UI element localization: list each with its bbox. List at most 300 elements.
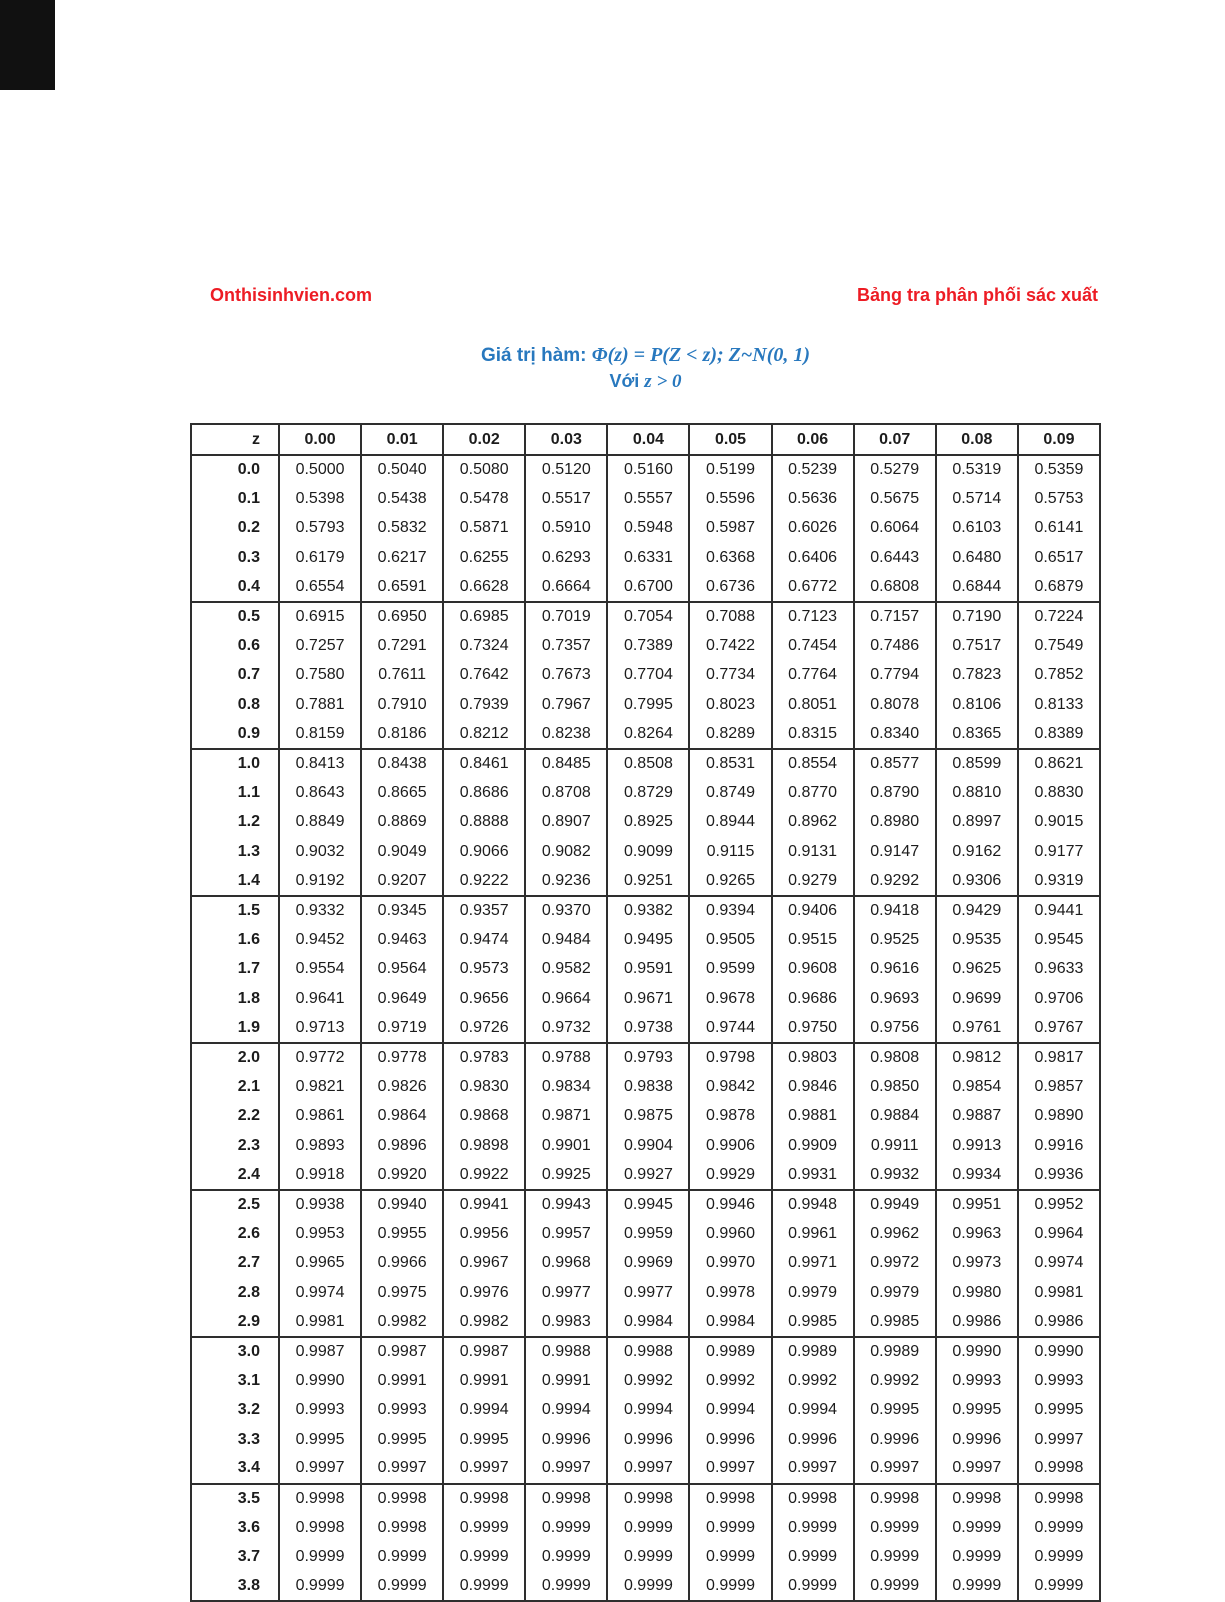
phi-value-cell: 0.9943 (525, 1190, 607, 1219)
phi-value-cell: 0.9999 (361, 1572, 443, 1601)
column-header: 0.02 (443, 424, 525, 455)
phi-value-cell: 0.9992 (772, 1366, 854, 1395)
phi-value-cell: 0.9998 (443, 1484, 525, 1513)
z-value: 3.4 (191, 1454, 279, 1483)
z-value: 0.9 (191, 720, 279, 749)
phi-value-cell: 0.9990 (1018, 1337, 1100, 1366)
z-value: 3.2 (191, 1396, 279, 1425)
z-value: 3.5 (191, 1484, 279, 1513)
phi-value-cell: 0.9345 (361, 896, 443, 925)
phi-value-cell: 0.9850 (854, 1072, 936, 1101)
phi-value-cell: 0.9999 (936, 1513, 1018, 1542)
phi-value-cell: 0.9993 (279, 1396, 361, 1425)
phi-value-cell: 0.9582 (525, 955, 607, 984)
table-row (191, 1307, 1100, 1336)
phi-value-cell: 0.9999 (854, 1572, 936, 1601)
phi-value-cell: 0.9418 (854, 896, 936, 925)
phi-value-cell: 0.6591 (361, 573, 443, 602)
phi-value-cell: 0.9948 (772, 1190, 854, 1219)
phi-value-cell: 0.9969 (607, 1249, 689, 1278)
z-value: 2.3 (191, 1131, 279, 1160)
phi-value-cell: 0.5753 (1018, 484, 1100, 513)
phi-value-cell: 0.9952 (1018, 1190, 1100, 1219)
site-brand: Onthisinhvien.com (210, 285, 373, 305)
z-value: 0.6 (191, 631, 279, 660)
phi-value-cell: 0.5793 (279, 514, 361, 543)
phi-value-cell: 0.9997 (443, 1454, 525, 1483)
phi-value-cell: 0.5000 (279, 455, 361, 484)
phi-value-cell: 0.9998 (361, 1484, 443, 1513)
phi-value-cell: 0.5517 (525, 484, 607, 513)
phi-value-cell: 0.9965 (279, 1249, 361, 1278)
phi-value-cell: 0.6985 (443, 602, 525, 631)
phi-value-cell: 0.9207 (361, 866, 443, 895)
phi-value-cell: 0.9999 (525, 1572, 607, 1601)
z-value: 1.0 (191, 749, 279, 778)
phi-value-cell: 0.9967 (443, 1249, 525, 1278)
z-value: 1.4 (191, 866, 279, 895)
z-value: 3.1 (191, 1366, 279, 1395)
phi-value-cell: 0.7224 (1018, 602, 1100, 631)
phi-value-cell: 0.9997 (689, 1454, 771, 1483)
phi-value-cell: 0.9984 (607, 1307, 689, 1336)
phi-value-cell: 0.7823 (936, 661, 1018, 690)
column-header: 0.00 (279, 424, 361, 455)
table-title (190, 344, 1101, 367)
phi-z-table (190, 423, 1101, 1602)
phi-value-cell: 0.9955 (361, 1219, 443, 1248)
phi-value-cell: 0.9951 (936, 1190, 1018, 1219)
phi-value-cell: 0.9999 (854, 1513, 936, 1542)
table-row (191, 866, 1100, 895)
phi-value-cell: 0.9982 (361, 1307, 443, 1336)
phi-value-cell: 0.5279 (854, 455, 936, 484)
phi-value-cell: 0.9938 (279, 1190, 361, 1219)
phi-value-cell: 0.9706 (1018, 984, 1100, 1013)
phi-value-cell: 0.9887 (936, 1102, 1018, 1131)
phi-value-cell: 0.9971 (772, 1249, 854, 1278)
phi-value-cell: 0.7734 (689, 661, 771, 690)
table-row (191, 1337, 1100, 1366)
phi-value-cell: 0.6950 (361, 602, 443, 631)
phi-value-cell: 0.8997 (936, 808, 1018, 837)
z-value: 2.0 (191, 1043, 279, 1072)
phi-value-cell: 0.9904 (607, 1131, 689, 1160)
phi-value-cell: 0.9986 (1018, 1307, 1100, 1336)
table-row (191, 1249, 1100, 1278)
table-head (191, 424, 1100, 455)
phi-value-cell: 0.9994 (443, 1396, 525, 1425)
z-value: 0.7 (191, 661, 279, 690)
phi-value-cell: 0.9998 (279, 1484, 361, 1513)
phi-value-cell: 0.6517 (1018, 543, 1100, 572)
phi-value-cell: 0.8238 (525, 720, 607, 749)
phi-value-cell: 0.7517 (936, 631, 1018, 660)
phi-value-cell: 0.9332 (279, 896, 361, 925)
phi-value-cell: 0.9495 (607, 925, 689, 954)
phi-value-cell: 0.9854 (936, 1072, 1018, 1101)
phi-value-cell: 0.9131 (772, 837, 854, 866)
table-subtitle (190, 371, 1101, 393)
phi-value-cell: 0.9990 (936, 1337, 1018, 1366)
phi-value-cell: 0.9693 (854, 984, 936, 1013)
table-row (191, 1190, 1100, 1219)
phi-value-cell: 0.9750 (772, 1013, 854, 1042)
phi-value-cell: 0.9997 (361, 1454, 443, 1483)
phi-value-cell: 0.9525 (854, 925, 936, 954)
phi-value-cell: 0.5319 (936, 455, 1018, 484)
phi-value-cell: 0.9916 (1018, 1131, 1100, 1160)
z-column-header: z (191, 424, 279, 455)
phi-value-cell: 0.5832 (361, 514, 443, 543)
column-header: 0.03 (525, 424, 607, 455)
phi-value-cell: 0.7291 (361, 631, 443, 660)
phi-value-cell: 0.8485 (525, 749, 607, 778)
table-row (191, 778, 1100, 807)
phi-value-cell: 0.7995 (607, 690, 689, 719)
z-value: 1.3 (191, 837, 279, 866)
phi-value-cell: 0.7257 (279, 631, 361, 660)
phi-value-cell: 0.9992 (689, 1366, 771, 1395)
column-header: 0.01 (361, 424, 443, 455)
phi-value-cell: 0.9279 (772, 866, 854, 895)
phi-value-cell: 0.9998 (854, 1484, 936, 1513)
phi-value-cell: 0.9999 (525, 1513, 607, 1542)
phi-value-cell: 0.9744 (689, 1013, 771, 1042)
phi-value-cell: 0.9678 (689, 984, 771, 1013)
phi-value-cell: 0.9778 (361, 1043, 443, 1072)
phi-value-cell: 0.9999 (689, 1513, 771, 1542)
phi-value-cell: 0.5675 (854, 484, 936, 513)
phi-value-cell: 0.9898 (443, 1131, 525, 1160)
phi-value-cell: 0.9995 (854, 1396, 936, 1425)
phi-value-cell: 0.6772 (772, 573, 854, 602)
phi-value-cell: 0.9974 (279, 1278, 361, 1307)
phi-value-cell: 0.9761 (936, 1013, 1018, 1042)
z-value: 2.2 (191, 1102, 279, 1131)
phi-value-cell: 0.6664 (525, 573, 607, 602)
phi-value-cell: 0.9997 (607, 1454, 689, 1483)
phi-value-cell: 0.8106 (936, 690, 1018, 719)
table-row (191, 1013, 1100, 1042)
phi-value-cell: 0.9996 (607, 1425, 689, 1454)
phi-value-cell: 0.9977 (525, 1278, 607, 1307)
phi-value-cell: 0.9996 (772, 1425, 854, 1454)
phi-value-cell: 0.9985 (772, 1307, 854, 1336)
z-value: 0.4 (191, 573, 279, 602)
phi-value-cell: 0.9857 (1018, 1072, 1100, 1101)
subtitle-label: Với (609, 371, 640, 391)
phi-value-cell: 0.9049 (361, 837, 443, 866)
phi-value-cell: 0.9505 (689, 925, 771, 954)
phi-value-cell: 0.7794 (854, 661, 936, 690)
phi-value-cell: 0.9997 (279, 1454, 361, 1483)
phi-value-cell: 0.9999 (279, 1542, 361, 1571)
phi-value-cell: 0.9997 (525, 1454, 607, 1483)
phi-value-cell: 0.9920 (361, 1160, 443, 1189)
table-row (191, 1072, 1100, 1101)
z-value: 3.3 (191, 1425, 279, 1454)
table-row (191, 455, 1100, 484)
phi-value-cell: 0.9986 (936, 1307, 1018, 1336)
table-row (191, 720, 1100, 749)
phi-value-cell: 0.9999 (854, 1542, 936, 1571)
phi-value-cell: 0.9922 (443, 1160, 525, 1189)
phi-value-cell: 0.9177 (1018, 837, 1100, 866)
phi-value-cell: 0.7157 (854, 602, 936, 631)
z-value: 0.3 (191, 543, 279, 572)
phi-value-cell: 0.9989 (689, 1337, 771, 1366)
phi-value-cell: 0.9864 (361, 1102, 443, 1131)
phi-value-cell: 0.9993 (361, 1396, 443, 1425)
phi-value-cell: 0.9625 (936, 955, 1018, 984)
phi-value-cell: 0.9890 (1018, 1102, 1100, 1131)
phi-value-cell: 0.9545 (1018, 925, 1100, 954)
phi-value-cell: 0.9991 (361, 1366, 443, 1395)
phi-value-cell: 0.9999 (443, 1572, 525, 1601)
phi-value-cell: 0.9998 (361, 1513, 443, 1542)
phi-value-cell: 0.8438 (361, 749, 443, 778)
table-row (191, 484, 1100, 513)
phi-value-cell: 0.9573 (443, 955, 525, 984)
phi-value-cell: 0.9032 (279, 837, 361, 866)
phi-value-cell: 0.9370 (525, 896, 607, 925)
phi-value-cell: 0.9871 (525, 1102, 607, 1131)
phi-value-cell: 0.9998 (607, 1484, 689, 1513)
phi-value-cell: 0.5359 (1018, 455, 1100, 484)
phi-value-cell: 0.9671 (607, 984, 689, 1013)
phi-value-cell: 0.7389 (607, 631, 689, 660)
phi-value-cell: 0.9767 (1018, 1013, 1100, 1042)
table-row (191, 1043, 1100, 1072)
phi-value-cell: 0.9162 (936, 837, 1018, 866)
phi-value-cell: 0.9999 (1018, 1542, 1100, 1571)
phi-value-cell: 0.9960 (689, 1219, 771, 1248)
phi-value-cell: 0.9633 (1018, 955, 1100, 984)
phi-value-cell: 0.9893 (279, 1131, 361, 1160)
phi-value-cell: 0.9147 (854, 837, 936, 866)
phi-value-cell: 0.9999 (361, 1542, 443, 1571)
phi-value-cell: 0.9906 (689, 1131, 771, 1160)
phi-value-cell: 0.9998 (772, 1484, 854, 1513)
phi-value-cell: 0.9970 (689, 1249, 771, 1278)
phi-value-cell: 0.9999 (279, 1572, 361, 1601)
phi-value-cell: 0.7704 (607, 661, 689, 690)
phi-value-cell: 0.5040 (361, 455, 443, 484)
phi-value-cell: 0.9995 (1018, 1396, 1100, 1425)
phi-value-cell: 0.9990 (279, 1366, 361, 1395)
phi-value-cell: 0.9999 (772, 1513, 854, 1542)
phi-value-cell: 0.9115 (689, 837, 771, 866)
phi-value-cell: 0.8315 (772, 720, 854, 749)
phi-value-cell: 0.6179 (279, 543, 361, 572)
phi-value-cell: 0.9929 (689, 1160, 771, 1189)
phi-value-cell: 0.9099 (607, 837, 689, 866)
phi-value-cell: 0.7852 (1018, 661, 1100, 690)
phi-value-cell: 0.9991 (525, 1366, 607, 1395)
scan-corner-artifact (0, 0, 55, 90)
phi-value-cell: 0.9959 (607, 1219, 689, 1248)
phi-value-cell: 0.9999 (1018, 1572, 1100, 1601)
phi-value-cell: 0.9896 (361, 1131, 443, 1160)
phi-value-cell: 0.6700 (607, 573, 689, 602)
phi-value-cell: 0.8962 (772, 808, 854, 837)
phi-value-cell: 0.8925 (607, 808, 689, 837)
phi-value-cell: 0.9991 (443, 1366, 525, 1395)
phi-value-cell: 0.9987 (443, 1337, 525, 1366)
phi-value-cell: 0.9997 (936, 1454, 1018, 1483)
phi-value-cell: 0.9934 (936, 1160, 1018, 1189)
phi-value-cell: 0.9732 (525, 1013, 607, 1042)
phi-value-cell: 0.9656 (443, 984, 525, 1013)
phi-value-cell: 0.5714 (936, 484, 1018, 513)
phi-value-cell: 0.9834 (525, 1072, 607, 1101)
phi-value-cell: 0.9999 (772, 1572, 854, 1601)
phi-value-cell: 0.9564 (361, 955, 443, 984)
phi-value-cell: 0.9976 (443, 1278, 525, 1307)
phi-value-cell: 0.6628 (443, 573, 525, 602)
phi-value-cell: 0.9992 (854, 1366, 936, 1395)
table-row (191, 955, 1100, 984)
z-value: 1.2 (191, 808, 279, 837)
phi-value-cell: 0.5987 (689, 514, 771, 543)
table-row (191, 1366, 1100, 1395)
phi-value-cell: 0.9826 (361, 1072, 443, 1101)
phi-value-cell: 0.9884 (854, 1102, 936, 1131)
z-value: 2.4 (191, 1160, 279, 1189)
phi-value-cell: 0.9616 (854, 955, 936, 984)
z-value: 2.1 (191, 1072, 279, 1101)
phi-value-cell: 0.9941 (443, 1190, 525, 1219)
phi-value-cell: 0.9980 (936, 1278, 1018, 1307)
phi-value-cell: 0.9998 (936, 1484, 1018, 1513)
phi-value-cell: 0.9918 (279, 1160, 361, 1189)
phi-value-cell: 0.9798 (689, 1043, 771, 1072)
phi-value-cell: 0.8888 (443, 808, 525, 837)
phi-value-cell: 0.9927 (607, 1160, 689, 1189)
phi-value-cell: 0.9985 (854, 1307, 936, 1336)
table-row (191, 514, 1100, 543)
phi-value-cell: 0.9946 (689, 1190, 771, 1219)
table-row (191, 543, 1100, 572)
phi-value-cell: 0.8389 (1018, 720, 1100, 749)
phi-value-cell: 0.9968 (525, 1249, 607, 1278)
table-row (191, 1454, 1100, 1483)
phi-value-cell: 0.9292 (854, 866, 936, 895)
table-row (191, 749, 1100, 778)
phi-value-cell: 0.9964 (1018, 1219, 1100, 1248)
phi-value-cell: 0.9982 (443, 1307, 525, 1336)
phi-value-cell: 0.9756 (854, 1013, 936, 1042)
phi-value-cell: 0.7054 (607, 602, 689, 631)
phi-value-cell: 0.9357 (443, 896, 525, 925)
phi-value-cell: 0.8790 (854, 778, 936, 807)
phi-value-cell: 0.9997 (854, 1454, 936, 1483)
phi-value-cell: 0.5080 (443, 455, 525, 484)
phi-value-cell: 0.9995 (279, 1425, 361, 1454)
table-row (191, 808, 1100, 837)
phi-value-cell: 0.5596 (689, 484, 771, 513)
phi-value-cell: 0.9793 (607, 1043, 689, 1072)
phi-value-cell: 0.5160 (607, 455, 689, 484)
phi-value-cell: 0.8289 (689, 720, 771, 749)
table-row (191, 1278, 1100, 1307)
phi-value-cell: 0.9987 (279, 1337, 361, 1366)
phi-value-cell: 0.9996 (936, 1425, 1018, 1454)
z-value: 2.7 (191, 1249, 279, 1278)
phi-value-cell: 0.9999 (689, 1542, 771, 1571)
phi-value-cell: 0.8869 (361, 808, 443, 837)
phi-value-cell: 0.7642 (443, 661, 525, 690)
phi-value-cell: 0.9783 (443, 1043, 525, 1072)
phi-value-cell: 0.8849 (279, 808, 361, 837)
phi-value-cell: 0.9591 (607, 955, 689, 984)
phi-value-cell: 0.9699 (936, 984, 1018, 1013)
z-value: 1.7 (191, 955, 279, 984)
phi-value-cell: 0.9913 (936, 1131, 1018, 1160)
phi-value-cell: 0.8413 (279, 749, 361, 778)
phi-value-cell: 0.9961 (772, 1219, 854, 1248)
phi-value-cell: 0.9988 (525, 1337, 607, 1366)
phi-value-cell: 0.6736 (689, 573, 771, 602)
z-value: 0.0 (191, 455, 279, 484)
phi-value-cell: 0.9265 (689, 866, 771, 895)
phi-value-cell: 0.6554 (279, 573, 361, 602)
phi-value-cell: 0.6915 (279, 602, 361, 631)
column-header: 0.09 (1018, 424, 1100, 455)
phi-value-cell: 0.6443 (854, 543, 936, 572)
phi-value-cell: 0.9306 (936, 866, 1018, 895)
phi-value-cell: 0.9999 (772, 1542, 854, 1571)
z-value: 3.6 (191, 1513, 279, 1542)
phi-value-cell: 0.9999 (525, 1542, 607, 1571)
phi-value-cell: 0.5636 (772, 484, 854, 513)
phi-value-cell: 0.8944 (689, 808, 771, 837)
phi-value-cell: 0.9993 (1018, 1366, 1100, 1395)
phi-value-cell: 0.6480 (936, 543, 1018, 572)
column-header: 0.04 (607, 424, 689, 455)
phi-value-cell: 0.9901 (525, 1131, 607, 1160)
phi-value-cell: 0.9222 (443, 866, 525, 895)
phi-value-cell: 0.7123 (772, 602, 854, 631)
phi-value-cell: 0.9940 (361, 1190, 443, 1219)
phi-value-cell: 0.7764 (772, 661, 854, 690)
phi-value-cell: 0.9983 (525, 1307, 607, 1336)
phi-value-cell: 0.9686 (772, 984, 854, 1013)
z-value: 2.5 (191, 1190, 279, 1219)
phi-value-cell: 0.9999 (607, 1542, 689, 1571)
phi-value-cell: 0.9936 (1018, 1160, 1100, 1189)
phi-value-cell: 0.9999 (443, 1542, 525, 1571)
z-value: 1.9 (191, 1013, 279, 1042)
phi-value-cell: 0.9808 (854, 1043, 936, 1072)
z-value: 3.7 (191, 1542, 279, 1571)
z-value: 1.5 (191, 896, 279, 925)
table-row (191, 1425, 1100, 1454)
phi-value-cell: 0.5948 (607, 514, 689, 543)
table-row (191, 661, 1100, 690)
phi-value-cell: 0.9956 (443, 1219, 525, 1248)
phi-value-cell: 0.7019 (525, 602, 607, 631)
phi-value-cell: 0.6331 (607, 543, 689, 572)
phi-value-cell: 0.9713 (279, 1013, 361, 1042)
phi-value-cell: 0.9474 (443, 925, 525, 954)
z-value: 0.5 (191, 602, 279, 631)
phi-value-cell: 0.9842 (689, 1072, 771, 1101)
phi-value-cell: 0.6293 (525, 543, 607, 572)
phi-value-cell: 0.9925 (525, 1160, 607, 1189)
phi-value-cell: 0.9999 (936, 1542, 1018, 1571)
